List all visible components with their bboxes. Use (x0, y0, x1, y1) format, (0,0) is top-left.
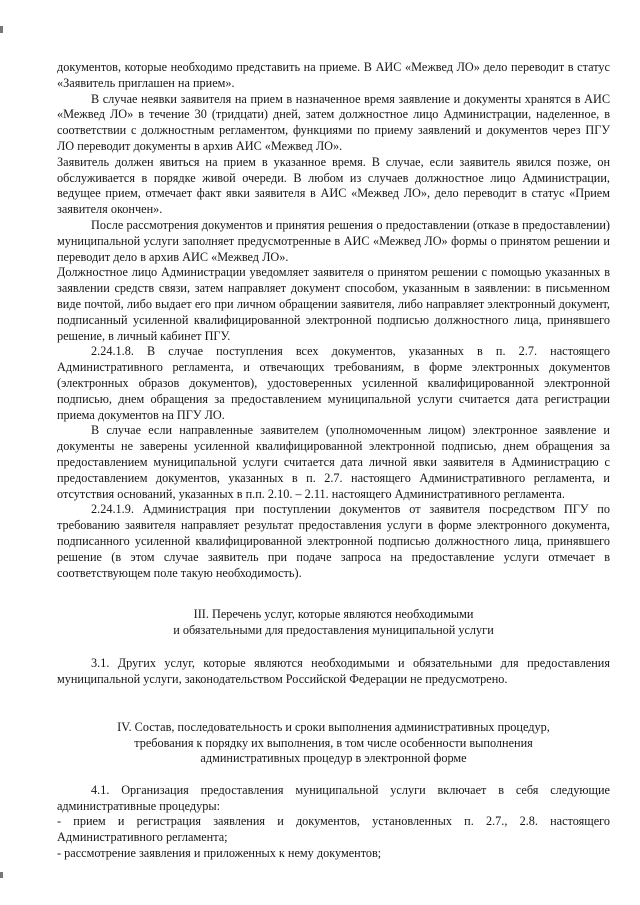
spacer (57, 581, 610, 607)
document-page (57, 60, 610, 862)
paragraph-status-invited: документов, которые необходимо представить на приеме. В АИС «Межвед ЛО» дело переводит в статус «Заявитель приглашен на прием». (57, 60, 610, 90)
section-4-heading-line-3: административных процедур в электронной форме (200, 751, 467, 766)
paragraph-no-show: В случае неявки заявителя на прием в назначенное время заявление и документы хранятся в АИС «Межвед ЛО» в течение 30 (тридцати) дней, затем должностное лицо Администрации, наделенное, в соответствии с должностным регламентом, функциями по приему заявлений и документов через ПГУ ЛО переводит документы в архив АИС «Межвед ЛО». (57, 91, 610, 153)
section-3-heading-line-1: III. Перечень услуг, которые являются необходимыми (193, 607, 474, 622)
paragraph-appointment-time: Заявитель должен явиться на прием в указанное время. В случае, если заявитель явился позже, он обслуживается в порядке живой очереди. В любом из случаев должностное лицо Администрации, ведущее прием, отмечает факт явки заявителя в АИС «Межвед ЛО», дело переводит в статус «Прием заявителя окончен». (57, 154, 610, 217)
paragraph-2-24-1-9: 2.24.1.9. Администрация при поступлении документов от заявителя посредством ПГУ по требованию заявителя направляет результат предоставления услуги в форме электронного документа, подписанного усиленной квалифицированной электронной подписью должностного лица, принявшего решение (в этом случае заявитель при подаче запроса на предоставление услуги отмечает в соответствующем поле такую необходимость). (57, 502, 610, 580)
list-item-review: - рассмотрение заявления и приложенных к нему документов; (57, 846, 382, 861)
section-4-heading-line-2: требования к порядку их выполнения, в том числе особенности выполнения (134, 735, 533, 750)
paragraph-4-1: 4.1. Организация предоставления муниципальной услуги включает в себя следующие административные процедуры: (57, 782, 610, 813)
section-3-heading (57, 607, 610, 638)
scan-edge-mark-top (0, 26, 3, 33)
paragraph-3-1: 3.1. Других услуг, которые являются необходимыми и обязательными для предоставления муниципальной услуги, законодательством Российской Федерации не предусмотрено. (57, 656, 610, 687)
spacer (57, 638, 610, 656)
paragraph-2-24-1-8: 2.24.1.8. В случае поступления всех документов, указанных в п. 2.7. настоящего Административного регламента, и отвечающих требованиям, в форме электронных документов (электронных образов документов), удостоверенных усиленной квалифицированной электронной подписью, днем обращения за предоставлением муниципальной услуги считается дата регистрации приема документов на ПГУ ЛО. (57, 344, 610, 422)
paragraph-unsigned-documents: В случае если направленные заявителем (уполномоченным лицом) электронное заявление и документы не заверены усиленной квалифицированной электронной подписью, днем обращения за предоставлением муниципальной услуги считается дата личной явки заявителя в Администрацию с предоставлением документов, указанных в п. 2.7. настоящего Административного регламента, и отсутствия оснований, указанных в п.п. 2.10. – 2.11. настоящего Административного регламента. (57, 423, 610, 501)
scan-edge-mark-bottom (0, 872, 3, 878)
paragraph-decision-forms: После рассмотрения документов и принятия решения о предоставлении (отказе в предоставлении) муниципальной услуги заполняет предусмотренные в АИС «Межвед ЛО» формы о принятом решении и переводит дело в архив АИС «Межвед ЛО». (57, 217, 610, 264)
list-item-reception: - прием и регистрация заявления и документов, установленных п. 2.7., 2.8. настоящего Административного регламента; (57, 814, 610, 845)
section-4-heading-line-1: IV. Состав, последовательность и сроки выполнения административных процедур, (117, 720, 550, 735)
spacer (57, 767, 610, 783)
section-3-heading-line-2: и обязательными для предоставления муниципальной услуги (173, 622, 494, 637)
paragraph-notification: Должностное лицо Администрации уведомляет заявителя о принятом решении с помощью указанных в заявлении средств связи, затем направляет документ способом, указанным в заявлении: в письменном виде почтой, либо выдает его при личном обращении заявителя, либо направляет электронный документ, подписанный усиленной квалифицированной электронной подписью должностного лица, принявшего решение, в личный кабинет ПГУ. (57, 265, 610, 343)
spacer (57, 688, 610, 720)
section-4-heading (57, 720, 610, 767)
